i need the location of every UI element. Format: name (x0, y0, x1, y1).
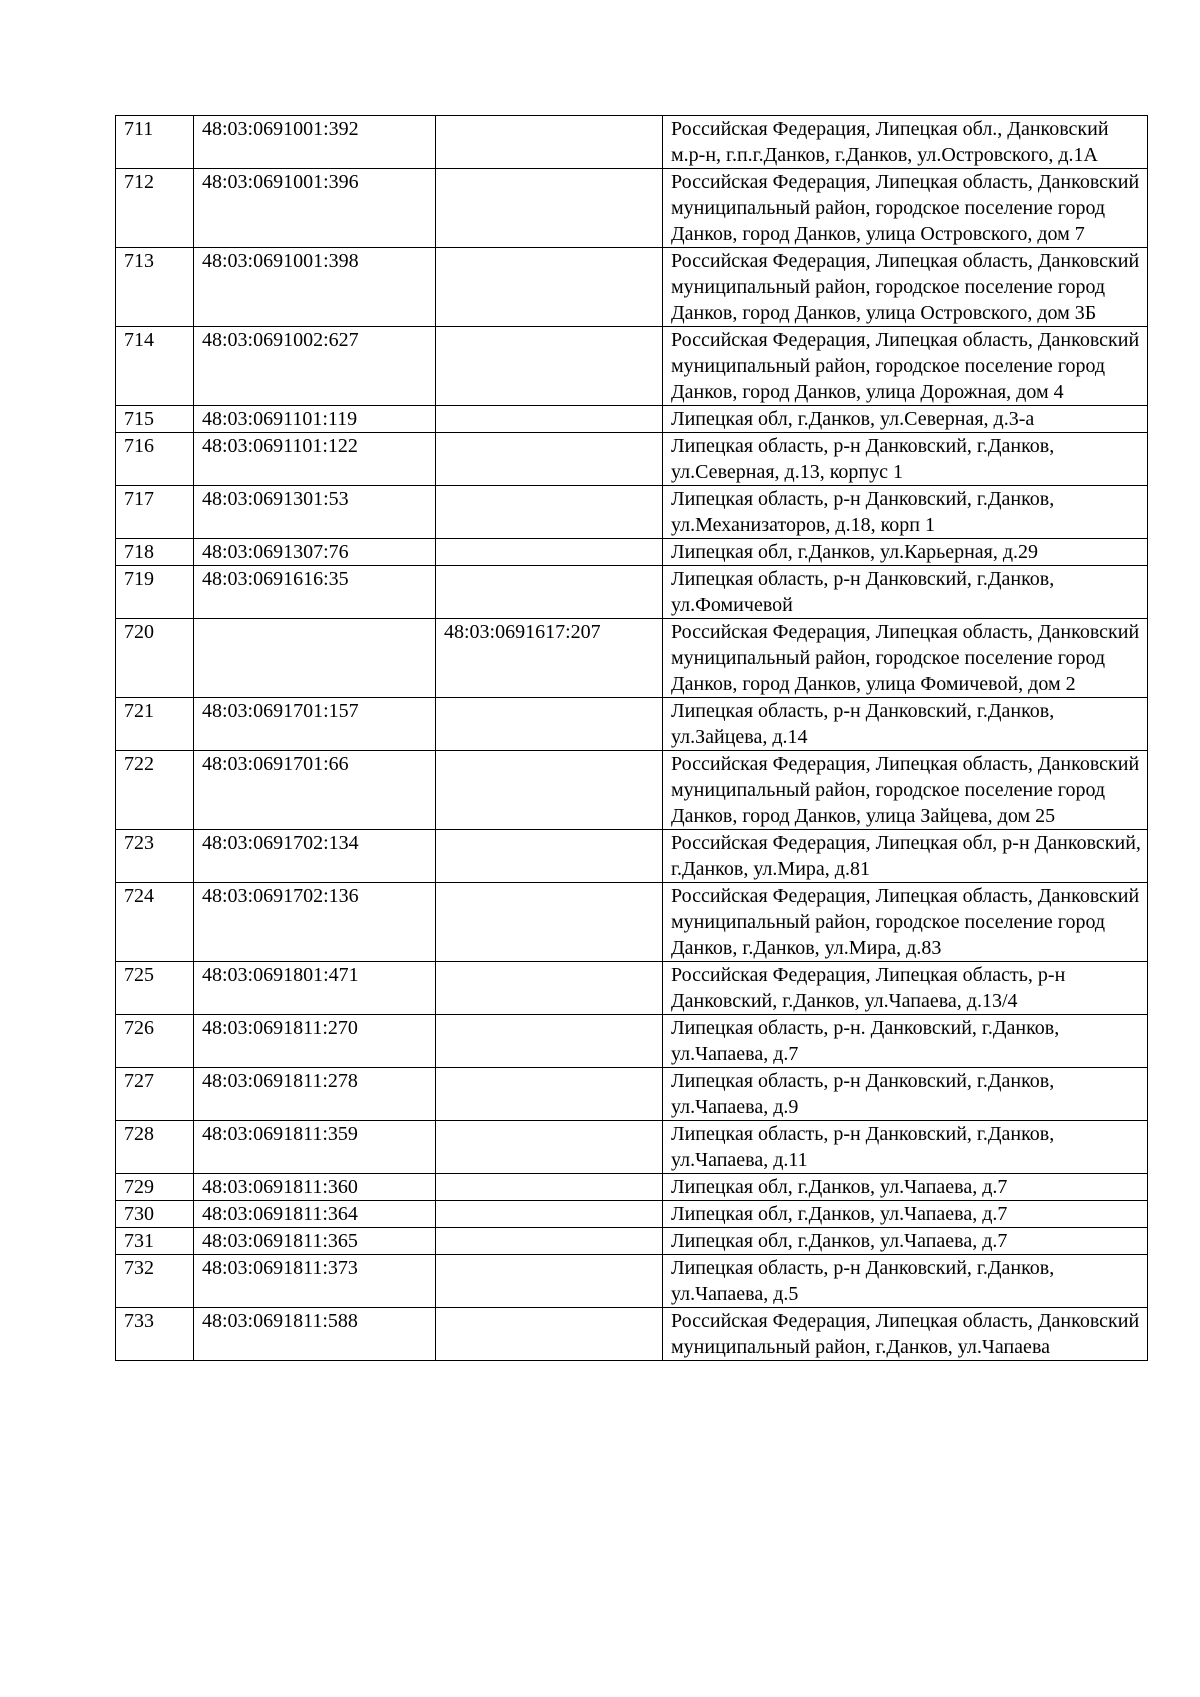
cadastral-number-cell: 48:03:0691811:359 (194, 1121, 436, 1174)
table-row (116, 248, 1148, 327)
row-number-cell: 714 (116, 327, 194, 406)
structure-cadastral-number-cell (436, 1228, 663, 1255)
row-number-cell: 721 (116, 698, 194, 751)
address-cell: Российская Федерация, Липецкая обл, р-н Данковский, г.Данков, ул.Мира, д.81 (663, 830, 1148, 883)
address-cell: Российская Федерация, Липецкая область, Данковский муниципальный район, городское поселение город Данков, город Данков, улица Дорожная, дом 4 (663, 327, 1148, 406)
row-number-cell: 731 (116, 1228, 194, 1255)
address-cell: Липецкая область, р-н Данковский, г.Данков, ул.Чапаева, д.9 (663, 1068, 1148, 1121)
cadastral-number-cell: 48:03:0691702:136 (194, 883, 436, 962)
structure-cadastral-number-cell (436, 1255, 663, 1308)
structure-cadastral-number-cell (436, 566, 663, 619)
cadastral-number-cell: 48:03:0691811:278 (194, 1068, 436, 1121)
row-number-cell: 711 (116, 116, 194, 169)
cadastral-number-cell: 48:03:0691811:365 (194, 1228, 436, 1255)
registry-table-body (116, 116, 1148, 1361)
cadastral-number-cell: 48:03:0691811:360 (194, 1174, 436, 1201)
table-row (116, 486, 1148, 539)
table-row (116, 566, 1148, 619)
structure-cadastral-number-cell (436, 406, 663, 433)
row-number-cell: 723 (116, 830, 194, 883)
property-registry-table (115, 115, 1148, 1361)
table-row (116, 1121, 1148, 1174)
row-number-cell: 712 (116, 169, 194, 248)
row-number-cell: 730 (116, 1201, 194, 1228)
cadastral-number-cell: 48:03:0691811:373 (194, 1255, 436, 1308)
structure-cadastral-number-cell (436, 1174, 663, 1201)
structure-cadastral-number-cell (436, 883, 663, 962)
cadastral-number-cell: 48:03:0691811:588 (194, 1308, 436, 1361)
address-cell: Российская Федерация, Липецкая область, Данковский муниципальный район, городское поселение город Данков, город Данков, улица Островского, дом 7 (663, 169, 1148, 248)
cadastral-number-cell: 48:03:0691001:398 (194, 248, 436, 327)
row-number-cell: 733 (116, 1308, 194, 1361)
address-cell: Липецкая обл, г.Данков, ул.Чапаева, д.7 (663, 1201, 1148, 1228)
table-row (116, 1308, 1148, 1361)
cadastral-number-cell: 48:03:0691701:66 (194, 751, 436, 830)
row-number-cell: 727 (116, 1068, 194, 1121)
structure-cadastral-number-cell (436, 248, 663, 327)
structure-cadastral-number-cell (436, 1201, 663, 1228)
table-row (116, 619, 1148, 698)
cadastral-number-cell: 48:03:0691101:119 (194, 406, 436, 433)
table-row (116, 698, 1148, 751)
structure-cadastral-number-cell (436, 1121, 663, 1174)
table-row (116, 1255, 1148, 1308)
row-number-cell: 728 (116, 1121, 194, 1174)
structure-cadastral-number-cell (436, 433, 663, 486)
structure-cadastral-number-cell: 48:03:0691617:207 (436, 619, 663, 698)
address-cell: Липецкая обл, г.Данков, ул.Карьерная, д.29 (663, 539, 1148, 566)
cadastral-number-cell: 48:03:0691701:157 (194, 698, 436, 751)
table-row (116, 406, 1148, 433)
row-number-cell: 713 (116, 248, 194, 327)
row-number-cell: 722 (116, 751, 194, 830)
address-cell: Липецкая область, р-н Данковский, г.Данков, ул.Северная, д.13, корпус 1 (663, 433, 1148, 486)
row-number-cell: 719 (116, 566, 194, 619)
structure-cadastral-number-cell (436, 116, 663, 169)
table-row (116, 962, 1148, 1015)
table-row (116, 433, 1148, 486)
row-number-cell: 718 (116, 539, 194, 566)
cadastral-number-cell: 48:03:0691811:270 (194, 1015, 436, 1068)
table-row (116, 751, 1148, 830)
address-cell: Российская Федерация, Липецкая область, Данковский муниципальный район, городское поселение город Данков, город Данков, улица Фомичевой, дом 2 (663, 619, 1148, 698)
table-row (116, 1228, 1148, 1255)
structure-cadastral-number-cell (436, 962, 663, 1015)
cadastral-number-cell: 48:03:0691616:35 (194, 566, 436, 619)
address-cell: Липецкая область, р-н Данковский, г.Данков, ул.Зайцева, д.14 (663, 698, 1148, 751)
structure-cadastral-number-cell (436, 327, 663, 406)
address-cell: Российская Федерация, Липецкая область, р-н Данковский, г.Данков, ул.Чапаева, д.13/4 (663, 962, 1148, 1015)
row-number-cell: 725 (116, 962, 194, 1015)
row-number-cell: 720 (116, 619, 194, 698)
row-number-cell: 729 (116, 1174, 194, 1201)
address-cell: Российская Федерация, Липецкая область, Данковский муниципальный район, городское поселение город Данков, город Данков, улица Зайцева, дом 25 (663, 751, 1148, 830)
cadastral-number-cell: 48:03:0691301:53 (194, 486, 436, 539)
row-number-cell: 732 (116, 1255, 194, 1308)
cadastral-number-cell: 48:03:0691801:471 (194, 962, 436, 1015)
cadastral-number-cell: 48:03:0691702:134 (194, 830, 436, 883)
structure-cadastral-number-cell (436, 751, 663, 830)
row-number-cell: 726 (116, 1015, 194, 1068)
address-cell: Липецкая область, р-н Данковский, г.Данков, ул.Чапаева, д.11 (663, 1121, 1148, 1174)
table-row (116, 1174, 1148, 1201)
structure-cadastral-number-cell (436, 486, 663, 539)
structure-cadastral-number-cell (436, 539, 663, 566)
structure-cadastral-number-cell (436, 1068, 663, 1121)
row-number-cell: 717 (116, 486, 194, 539)
cadastral-number-cell: 48:03:0691001:396 (194, 169, 436, 248)
table-row (116, 1015, 1148, 1068)
cadastral-number-cell (194, 619, 436, 698)
structure-cadastral-number-cell (436, 1308, 663, 1361)
address-cell: Российская Федерация, Липецкая область, Данковский муниципальный район, городское поселение город Данков, город Данков, улица Островского, дом 3Б (663, 248, 1148, 327)
table-row (116, 830, 1148, 883)
address-cell: Российская Федерация, Липецкая обл., Данковский м.р-н, г.п.г.Данков, г.Данков, ул.Островского, д.1А (663, 116, 1148, 169)
address-cell: Липецкая обл, г.Данков, ул.Чапаева, д.7 (663, 1228, 1148, 1255)
address-cell: Липецкая область, р-н Данковский, г.Данков, ул.Чапаева, д.5 (663, 1255, 1148, 1308)
table-row (116, 327, 1148, 406)
cadastral-number-cell: 48:03:0691001:392 (194, 116, 436, 169)
address-cell: Липецкая обл, г.Данков, ул.Северная, д.3-а (663, 406, 1148, 433)
structure-cadastral-number-cell (436, 698, 663, 751)
table-row (116, 1068, 1148, 1121)
table-row (116, 883, 1148, 962)
cadastral-number-cell: 48:03:0691307:76 (194, 539, 436, 566)
structure-cadastral-number-cell (436, 169, 663, 248)
table-row (116, 169, 1148, 248)
address-cell: Липецкая обл, г.Данков, ул.Чапаева, д.7 (663, 1174, 1148, 1201)
structure-cadastral-number-cell (436, 830, 663, 883)
table-row (116, 116, 1148, 169)
row-number-cell: 715 (116, 406, 194, 433)
table-row (116, 1201, 1148, 1228)
address-cell: Липецкая область, р-н. Данковский, г.Данков, ул.Чапаева, д.7 (663, 1015, 1148, 1068)
address-cell: Российская Федерация, Липецкая область, Данковский муниципальный район, городское поселение город Данков, г.Данков, ул.Мира, д.83 (663, 883, 1148, 962)
row-number-cell: 724 (116, 883, 194, 962)
cadastral-number-cell: 48:03:0691101:122 (194, 433, 436, 486)
cadastral-number-cell: 48:03:0691002:627 (194, 327, 436, 406)
row-number-cell: 716 (116, 433, 194, 486)
structure-cadastral-number-cell (436, 1015, 663, 1068)
table-row (116, 539, 1148, 566)
address-cell: Липецкая область, р-н Данковский, г.Данков, ул.Фомичевой (663, 566, 1148, 619)
address-cell: Российская Федерация, Липецкая область, Данковский муниципальный район, г.Данков, ул.Чапаева (663, 1308, 1148, 1361)
address-cell: Липецкая область, р-н Данковский, г.Данков, ул.Механизаторов, д.18, корп 1 (663, 486, 1148, 539)
cadastral-number-cell: 48:03:0691811:364 (194, 1201, 436, 1228)
